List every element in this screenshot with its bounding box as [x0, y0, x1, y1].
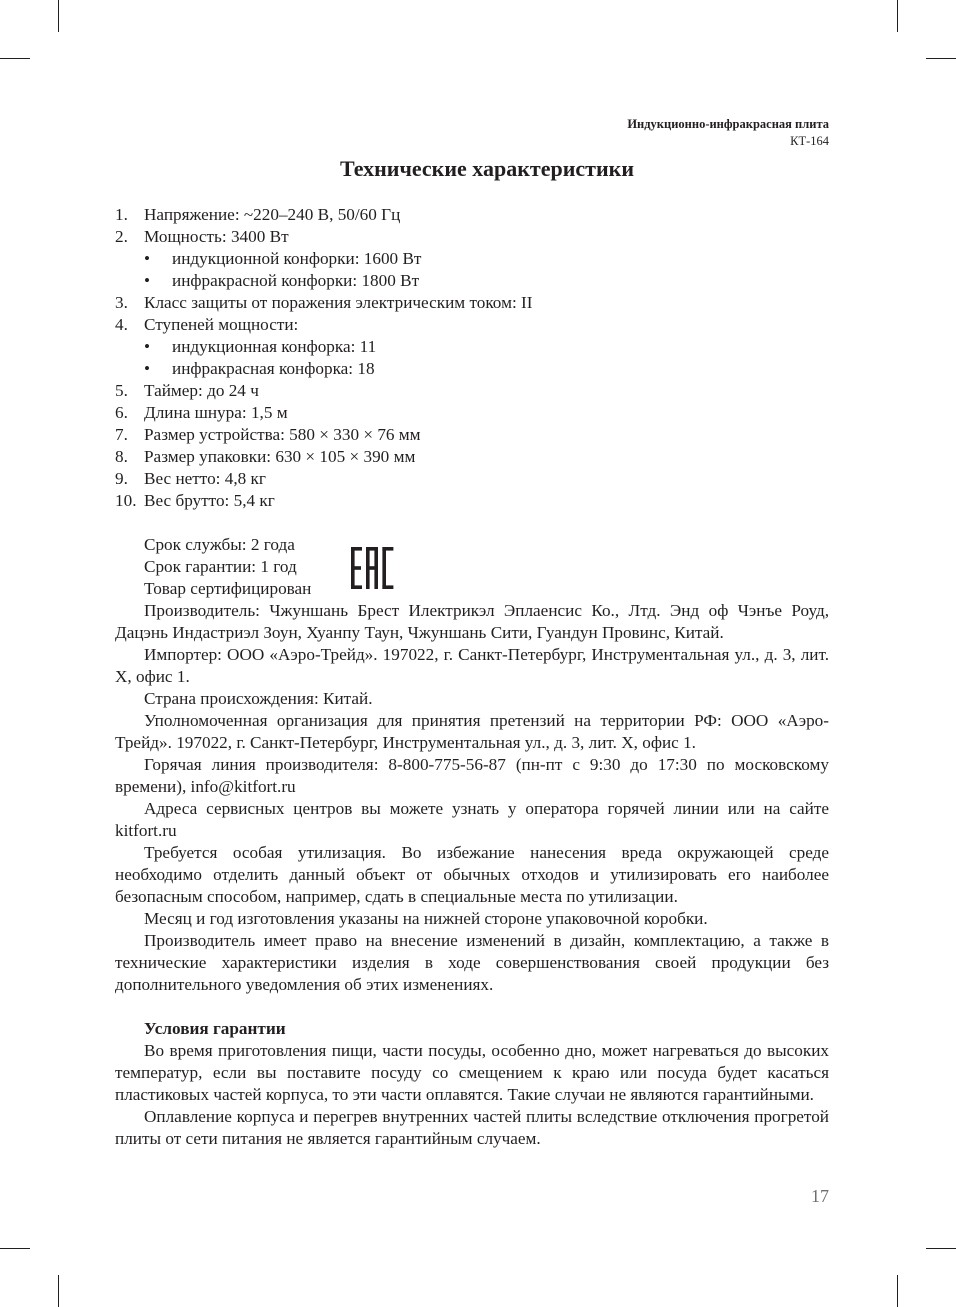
- spec-list: [115, 204, 829, 512]
- warranty-period: Срок гарантии: 1 год: [144, 557, 297, 576]
- spec-sublist: [144, 336, 829, 380]
- header-model: КТ-164: [790, 134, 829, 148]
- info-paragraph: Месяц и год изготовления указаны на нижней стороне упаковочной коробки.: [144, 909, 708, 928]
- page-title-text: Технические характеристики: [339, 156, 635, 181]
- spec-number: 1.: [115, 205, 128, 224]
- info-paragraph: Горячая линия производителя: 8-800-775-56-87 (пн-пт с 9:30 до 17:30 по московскому времени), info@kitfort.ru: [115, 755, 829, 796]
- spec-item: [115, 402, 829, 424]
- spec-number: 9.: [115, 469, 128, 488]
- spec-number: 8.: [115, 447, 128, 466]
- service-life: Срок службы: 2 года: [144, 535, 295, 554]
- warranty-paragraph: Во время приготовления пищи, части посуды, особенно дно, может нагреваться до высоких температур, если вы поставите посуду со смещением к краю или посуда будет касаться пластиковых частей корпуса, то эти части оплавятся. Такие случаи не являются гарантийными.: [115, 1041, 829, 1104]
- bullet-glyph: •: [144, 337, 151, 356]
- crop-mark-bottom-right-h: [926, 1248, 956, 1249]
- bullet-glyph: •: [144, 271, 151, 290]
- spec-item: [115, 314, 829, 380]
- spec-item: [115, 380, 829, 402]
- spec-text: Вес брутто: 5,4 кг: [144, 491, 275, 510]
- bullet-glyph: •: [144, 249, 151, 268]
- crop-mark-bottom-right: [897, 1275, 898, 1307]
- spec-text: Вес нетто: 4,8 кг: [144, 469, 266, 488]
- spec-text: Мощность: 3400 Вт: [144, 227, 289, 246]
- product-info: [115, 534, 829, 996]
- info-paragraph: Страна происхождения: Китай.: [144, 689, 373, 708]
- spec-item: [115, 468, 829, 490]
- bullet-glyph: •: [144, 359, 151, 378]
- spec-subitem-text: индукционная конфорка: 11: [172, 337, 377, 356]
- spec-item: [115, 292, 829, 314]
- spec-subitem: [144, 358, 829, 380]
- spec-number: 2.: [115, 227, 128, 246]
- crop-mark-bottom-left-h: [0, 1248, 30, 1249]
- certification-text: Товар сертифицирован: [144, 579, 312, 598]
- page-content: [115, 204, 829, 1150]
- spec-subitem-text: индукционной конфорки: 1600 Вт: [172, 249, 422, 268]
- spec-item: [115, 424, 829, 446]
- spec-text: Ступеней мощности:: [144, 315, 299, 334]
- crop-mark-top-right: [897, 0, 898, 32]
- spec-subitem: [144, 248, 829, 270]
- warranty-heading: Условия гарантии: [144, 1019, 286, 1038]
- page-number: 17: [811, 1186, 829, 1206]
- crop-mark-bottom-left: [58, 1275, 59, 1307]
- spec-number: 10.: [115, 491, 137, 510]
- spec-text: Размер устройства: 580 × 330 × 76 мм: [144, 425, 421, 444]
- spec-item: [115, 446, 829, 468]
- spec-number: 3.: [115, 293, 128, 312]
- spec-subitem: [144, 270, 829, 292]
- running-header: [627, 116, 829, 150]
- info-paragraph: Требуется особая утилизация. Во избежание нанесения вреда окружающей среде необходимо отделить данный объект от обычных отходов и утилизировать его наиболее безопасным способом, например, сдать в специальные места по утилизации.: [115, 843, 829, 906]
- spec-number: 4.: [115, 315, 128, 334]
- spec-subitem-text: инфракрасной конфорки: 1800 Вт: [172, 271, 420, 290]
- spec-number: 5.: [115, 381, 128, 400]
- certification-row: [115, 578, 829, 600]
- info-paragraph: Уполномоченная организация для принятия претензий на территории РФ: ООО «Аэро-Трейд». 197022, г. Санкт-Петербург, Инструментальная ул., д. 3, лит. Х, офис 1.: [115, 711, 829, 752]
- spec-item: [115, 490, 829, 512]
- header-product-name: Индукционно-инфракрасная плита: [627, 117, 829, 131]
- spec-text: Размер упаковки: 630 × 105 × 390 мм: [144, 447, 416, 466]
- crop-mark-top-right-h: [926, 58, 956, 59]
- warranty-paragraph: Оплавление корпуса и перегрев внутренних частей плиты вследствие отключения прогретой плиты от сети питания не является гарантийным случаем.: [115, 1107, 829, 1148]
- info-paragraph: Производитель имеет право на внесение изменений в дизайн, комплектацию, а также в технические характеристики изделия в ходе совершенствования своей продукции без дополнительного уведомления об этих изменениях.: [115, 931, 829, 994]
- spec-text: Длина шнура: 1,5 м: [144, 403, 288, 422]
- warranty-section: [115, 1018, 829, 1150]
- spec-sublist: [144, 248, 829, 292]
- spec-text: Напряжение: ~220–240 В, 50/60 Гц: [144, 205, 401, 224]
- spec-subitem-text: инфракрасная конфорка: 18: [172, 359, 375, 378]
- spec-item: [115, 204, 829, 226]
- spec-text: Таймер: до 24 ч: [144, 381, 259, 400]
- crop-mark-top-left: [58, 0, 59, 32]
- info-paragraph: Производитель: Чжуншань Брест Илектрикэл Эплаенсис Ко., Лтд. Энд оф Чэнъе Роуд, Дацэнь Индастриэл Зоун, Хуанпу Таун, Чжуншань Сити, Гуандун Провинс, Китай.: [115, 601, 829, 642]
- spec-item: [115, 226, 829, 292]
- info-paragraph: Адреса сервисных центров вы можете узнать у оператора горячей линии или на сайте kitfort.ru: [115, 799, 829, 840]
- spec-number: 7.: [115, 425, 128, 444]
- page-title: [0, 156, 956, 182]
- spec-subitem: [144, 336, 829, 358]
- crop-mark-top-left-h: [0, 58, 30, 59]
- info-paragraph: Импортер: ООО «Аэро-Трейд». 197022, г. Санкт-Петербург, Инструментальная ул., д. 3, лит. Х, офис 1.: [115, 645, 829, 686]
- spec-text: Класс защиты от поражения электрическим током: II: [144, 293, 533, 312]
- eac-mark-icon: [351, 547, 395, 589]
- spec-number: 6.: [115, 403, 128, 422]
